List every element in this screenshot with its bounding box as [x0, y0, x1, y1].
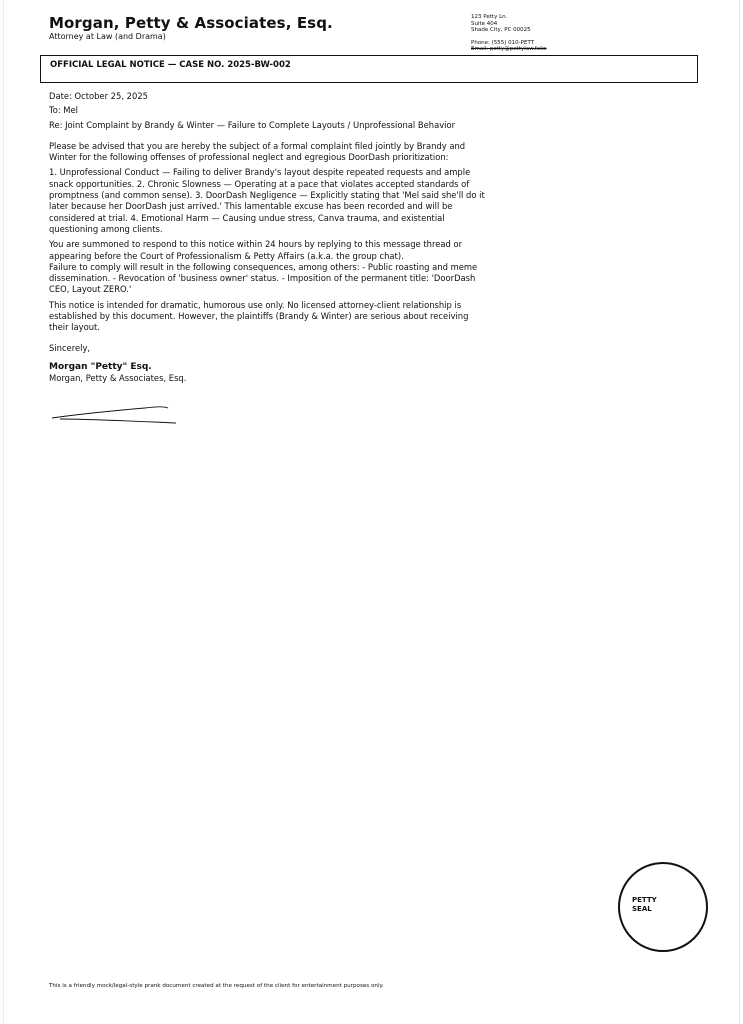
letter-subject: Re: Joint Complaint by Brandy & Winter — Failure to Complete Layouts / Unprofessional Behavior: [49, 119, 456, 130]
footer-disclaimer: This is a friendly mock/legal-style prank document created at the request of the client for entertainment purposes only.: [49, 983, 384, 989]
paragraph-disclaimer: This notice is intended for dramatic, humorous use only. No licensed attorney-client relationship is established by this document. However, the plaintiffs (Brandy & Winter) are serious about receiving their layout.: [49, 299, 469, 333]
letter-recipient: To: Mel: [49, 105, 79, 116]
letter-date: Date: October 25, 2025: [49, 91, 148, 101]
address-email: Email: petty@pettylaw.fake: [471, 46, 547, 53]
address-city: Shade City, PC 00025: [471, 27, 531, 34]
seal-line-1: PETTY: [632, 896, 657, 904]
firm-tagline: Attorney at Law (and Drama): [49, 32, 166, 41]
signer-name: Morgan "Petty" Esq.: [49, 361, 152, 372]
seal-line-2: SEAL: [632, 905, 652, 913]
paragraph-intro: Please be advised that you are hereby the subject of a formal complaint filed jointly by Brandy and Winter for the following offenses of professional neglect and egregious DoorDash prioritization:: [49, 140, 466, 163]
closing: Sincerely,: [49, 342, 91, 353]
notice-title: OFFICIAL LEGAL NOTICE — CASE NO. 2025-BW-002: [50, 60, 291, 70]
address-suite: Suite 404: [471, 20, 498, 27]
signature-scribble: [50, 402, 180, 428]
signer-firm: Morgan, Petty & Associates, Esq.: [49, 373, 187, 384]
address-phone: Phone: (555) 010-PETT: [471, 39, 535, 46]
paragraph-offenses: 1. Unprofessional Conduct — Failing to deliver Brandy's layout despite repeated requests and ample snack opportunities. 2. Chronic Slowness — Operating at a pace that violates accepted standards of promptness (and common sense). 3. DoorDash Negligence — Explicitly stating that 'Mel said she'll do it later because her DoorDash just arrived.' This lamentable excuse has been recorded and will be considered at trial. 4. Emotional Harm — Causing undue stress, Canva trauma, and existential questioning among clients.: [49, 167, 485, 234]
firm-name: Morgan, Petty & Associates, Esq.: [49, 14, 333, 32]
paragraph-summons: You are summoned to respond to this notice within 24 hours by replying to this message thread or appearing before the Court of Professionalism & Petty Affairs (a.k.a. the group chat).: [49, 239, 463, 261]
firm-address-block: [471, 14, 547, 53]
address-street: 123 Petty Ln.: [471, 14, 508, 20]
notice-title-box: [40, 55, 698, 83]
petty-seal: [618, 862, 708, 952]
letter-body: [49, 91, 489, 385]
paragraph-consequences: Failure to comply will result in the following consequences, among others: - Public roasting and meme dissemination. - Revocation of 'business owner' status. - Imposition of the permanent title: 'DoorDash CEO, Layout ZERO.': [49, 261, 478, 295]
